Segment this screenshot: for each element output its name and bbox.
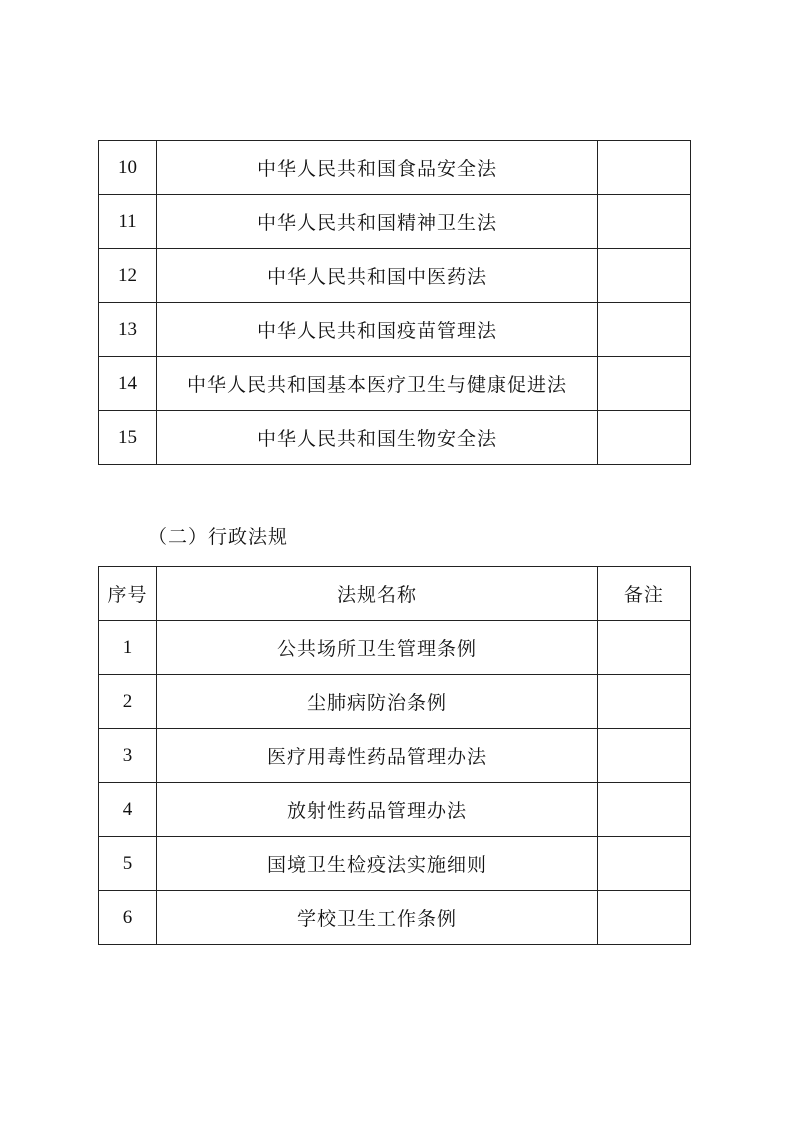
table-row [99, 195, 691, 249]
table-row [99, 891, 691, 945]
table-row [99, 303, 691, 357]
row-number: 1 [99, 621, 157, 675]
header-number: 序号 [99, 567, 157, 621]
remark-cell [597, 195, 690, 249]
law-name: 中华人民共和国疫苗管理法 [157, 303, 598, 357]
row-number: 15 [99, 411, 157, 465]
remark-cell [597, 249, 690, 303]
row-number: 3 [99, 729, 157, 783]
remark-cell [597, 729, 690, 783]
regulation-name: 放射性药品管理办法 [157, 783, 598, 837]
remark-cell [597, 783, 690, 837]
administrative-regulations-table [98, 566, 691, 945]
remark-cell [597, 621, 690, 675]
law-name: 中华人民共和国精神卫生法 [157, 195, 598, 249]
remark-cell [597, 411, 690, 465]
remark-cell [597, 837, 690, 891]
header-name: 法规名称 [157, 567, 598, 621]
row-number: 6 [99, 891, 157, 945]
table-header-row [99, 567, 691, 621]
table-row [99, 837, 691, 891]
table-row [99, 411, 691, 465]
row-number: 14 [99, 357, 157, 411]
table-row [99, 249, 691, 303]
row-number: 4 [99, 783, 157, 837]
remark-cell [597, 303, 690, 357]
laws-table-continued [98, 140, 691, 465]
table-row [99, 783, 691, 837]
law-name: 中华人民共和国基本医疗卫生与健康促进法 [157, 357, 598, 411]
row-number: 11 [99, 195, 157, 249]
regulation-name: 尘肺病防治条例 [157, 675, 598, 729]
row-number: 12 [99, 249, 157, 303]
row-number: 5 [99, 837, 157, 891]
regulation-name: 国境卫生检疫法实施细则 [157, 837, 598, 891]
table-row [99, 675, 691, 729]
law-name: 中华人民共和国食品安全法 [157, 141, 598, 195]
regulation-name: 公共场所卫生管理条例 [157, 621, 598, 675]
row-number: 13 [99, 303, 157, 357]
remark-cell [597, 891, 690, 945]
remark-cell [597, 141, 690, 195]
regulation-name: 学校卫生工作条例 [157, 891, 598, 945]
remark-cell [597, 357, 690, 411]
section-heading: （二）行政法规 [148, 526, 289, 548]
law-name: 中华人民共和国生物安全法 [157, 411, 598, 465]
row-number: 2 [99, 675, 157, 729]
regulation-name: 医疗用毒性药品管理办法 [157, 729, 598, 783]
table-row [99, 141, 691, 195]
row-number: 10 [99, 141, 157, 195]
law-name: 中华人民共和国中医药法 [157, 249, 598, 303]
table-row [99, 729, 691, 783]
table-row [99, 357, 691, 411]
header-remark: 备注 [597, 567, 690, 621]
table-row [99, 621, 691, 675]
remark-cell [597, 675, 690, 729]
